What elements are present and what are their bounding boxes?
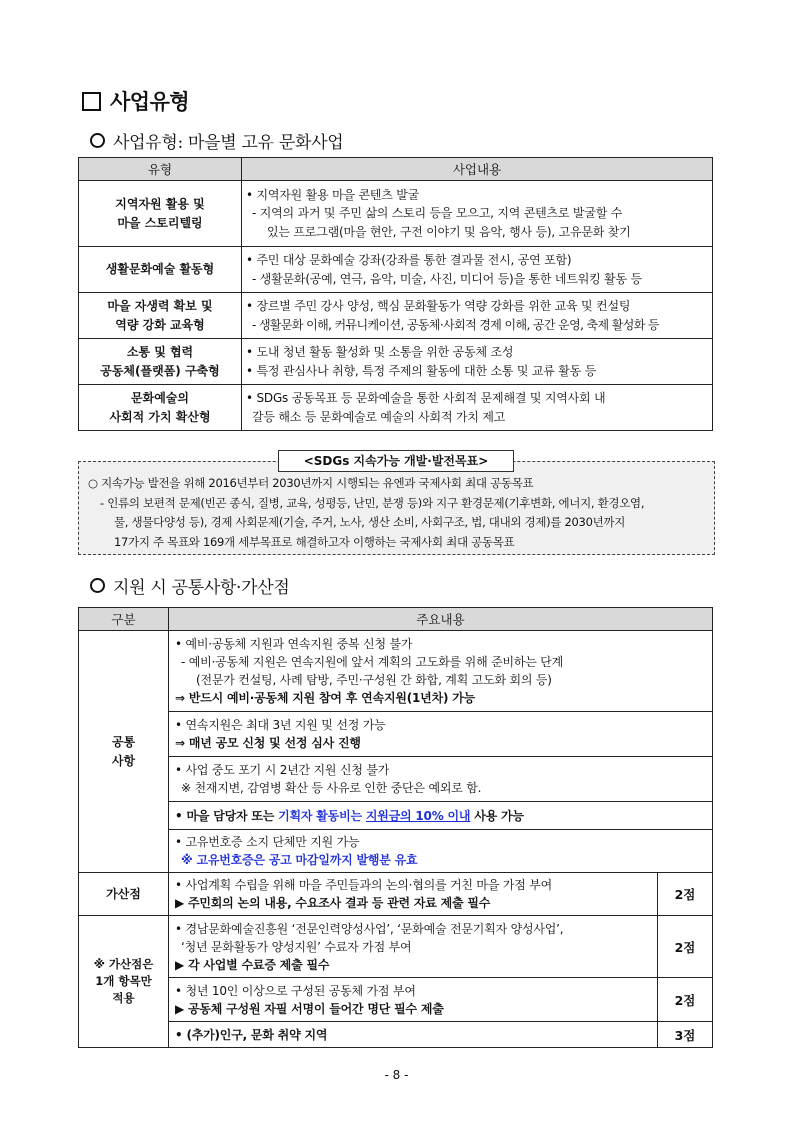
table-row [79,339,713,385]
section1-title-text: 사업유형: 마을별 고유 문화사업 [113,133,344,153]
content-line: • SDGs 공동목표 등 문화예술을 통한 사회적 문제해결 및 지역사회 내 [246,391,606,405]
bonus-note [79,916,169,1048]
highlight-text: 지원금의 10% 이내 [365,808,471,823]
note-text: 적용 [112,991,135,1005]
checkbox-square-icon [82,92,101,111]
content-line [175,807,706,825]
content-line: • 예비·공동체 지원과 연속지원 중복 신청 불가 [175,637,413,651]
type-label: 사회적 가치 확산형 [109,409,211,424]
content-line: • 지역자원 활용 마을 콘텐츠 발굴 [246,187,420,202]
content-line: • 장르별 주민 강사 양성, 핵심 문화활동가 역량 강화를 위한 교육 및 컨설팅 [246,299,631,313]
table-row [79,385,713,431]
content-line: ※ 고유번호증은 공고 마감일까지 발행분 유효 [181,853,418,867]
text-segment: • 마을 담당자 또는 [175,808,279,823]
sdgs-line: 17가지 주 목표와 169개 세부목표로 해결하고자 이행하는 국제사회 최대 공동목표 [114,534,515,549]
circle-bullet-icon [90,578,105,593]
type-label: 문화예술의 [131,390,189,405]
content-line: - 예비·공동체 지원은 연속지원에 앞서 계획의 고도화를 위해 준비하는 단계 [181,655,564,669]
section2-title [90,573,290,598]
content-line: ⇒ 반드시 예비·공동체 지원 참여 후 연속지원(1년차) 가능 [175,691,476,705]
content-line: ‘청년 문화활동가 양성지원’ 수료자 가점 부여 [181,939,412,954]
section1-title [90,128,343,153]
content-line: ⇒ 매년 공모 신청 및 선정 심사 진행 [175,736,361,750]
sdgs-line: - 인류의 보편적 문제(빈곤 종식, 질병, 교육, 성평등, 난민, 분쟁 등)와 지구 환경문제(기후변화, 에너지, 환경오염, [100,495,645,510]
points: 3점 [658,1022,713,1048]
common-label [79,631,169,873]
content-line: • 경남문화예술진흥원 ‘전문인력양성사업’, ‘문화예술 전문기획자 양성사업’, [175,921,564,936]
content-line: • 연속지원은 최대 3년 지원 및 선정 가능 [175,718,386,732]
content-line: • 사업계획 수립을 위해 마을 주민들과의 논의·협의를 거친 마을 가점 부여 [175,878,553,892]
table-row [79,757,713,802]
content-line: • 도내 청년 활동 활성화 및 소통을 위한 공동체 조성 [246,345,514,359]
type-label: 마을 스토리텔링 [117,215,203,230]
heading-text: 사업유형 [110,90,190,114]
note-text: 1개 항목만 [95,974,152,988]
content-line: • 주민 대상 문화예술 강좌(강좌를 통한 결과물 전시, 공연 포함) [246,253,572,267]
type-label: 마을 자생력 확보 및 [107,298,213,313]
points: 2점 [658,978,713,1022]
table-row [79,802,713,830]
col-header-category: 구분 [79,608,169,631]
content-line: (전문가 컨설팅, 사례 탐방, 주민·구성원 간 화합, 계획 고도화 회의 등) [196,673,552,687]
sdgs-title: <SDGs 지속가능 개발·발전목표> [278,450,514,472]
content-line: ▶ 공동체 구성원 자필 서명이 들어간 명단 필수 제출 [175,1001,444,1016]
table-row [79,293,713,339]
text-segment: 사용 가능 [470,808,524,823]
table-row [79,873,713,916]
content-line: - 지역의 과거 및 주민 삶의 스토리 등을 모으고, 지역 콘텐츠로 발굴할 수 [252,206,623,221]
points: 2점 [658,916,713,978]
table-row [79,247,713,293]
col-header-type: 유형 [79,158,242,181]
highlight-text: 기획자 활동비는 [278,808,362,823]
type-label: 소통 및 협력 [126,344,194,359]
content-line: • 특정 관심사나 취향, 특정 주제의 활동에 대한 소통 및 교류 활동 등 [246,363,597,378]
sdgs-line: 물, 생물다양성 등), 경제 사회문제(기술, 주거, 노사, 생산 소비, 사회구조, 법, 대내외 경제)를 2030년까지 [114,515,626,529]
table-row [79,916,713,978]
points: 2점 [658,873,713,916]
section2-title-text: 지원 시 공통사항·가산점 [113,578,290,598]
content-line: • (추가)인구, 문화 취약 지역 [175,1027,328,1042]
label-text: 사항 [111,753,136,768]
page-heading [82,86,189,116]
table-row [79,712,713,757]
type-label: 공동체(플랫폼) 구축형 [100,363,220,378]
content-line: 갈등 해소 등 문화예술로 예술의 사회적 가치 제고 [252,409,506,424]
table-row [79,830,713,873]
sdgs-line: ○ 지속가능 발전을 위해 2016년부터 2030년까지 시행되는 유엔과 국제사회 최대 공동목표 [88,476,534,490]
col-header-content: 사업내용 [242,158,713,181]
circle-bullet-icon [90,133,105,148]
content-line: - 생활문화(공예, 연극, 음악, 미술, 사진, 미디어 등)을 통한 네트워킹 활동 등 [252,271,642,286]
content-line: • 고유번호증 소지 단체만 지원 가능 [175,835,360,849]
table-row [79,978,713,1022]
col-header-main: 주요내용 [169,608,713,631]
content-line: • 사업 중도 포기 시 2년간 지원 신청 불가 [175,763,390,777]
content-line: 있는 프로그램(마을 현안, 구전 이야기 및 음악, 행사 등), 고유문화 찾기 [267,224,631,239]
note-text: ※ 가산점은 [93,957,154,971]
content-line: ▶ 주민회의 논의 내용, 수요조사 결과 등 관련 자료 제출 필수 [175,896,491,910]
bonus-label: 가산점 [79,873,169,916]
type-label: 생활문화예술 활동형 [105,262,215,276]
table-row [79,631,713,712]
page-number: - 8 - [384,1068,409,1082]
content-line: ▶ 각 사업별 수료증 제출 필수 [175,957,330,972]
table-row [79,1022,713,1048]
type-label: 역량 강화 교육형 [115,317,205,332]
content-line: - 생활문화 이해, 커뮤니케이션, 공동체·사회적 경제 이해, 공간 운영, 축제 활성화 등 [252,317,659,332]
type-label: 지역자원 활용 및 [115,196,205,211]
business-type-table [78,157,713,431]
label-text: 공통 [111,734,136,749]
table-row [79,181,713,247]
content-line: ※ 천재지변, 감염병 확산 등 사유로 인한 중단은 예외로 함. [181,781,482,795]
common-items-table [78,607,713,1048]
sdgs-body [88,474,644,552]
content-line: • 청년 10인 이상으로 구성된 공동체 가점 부여 [175,983,416,998]
